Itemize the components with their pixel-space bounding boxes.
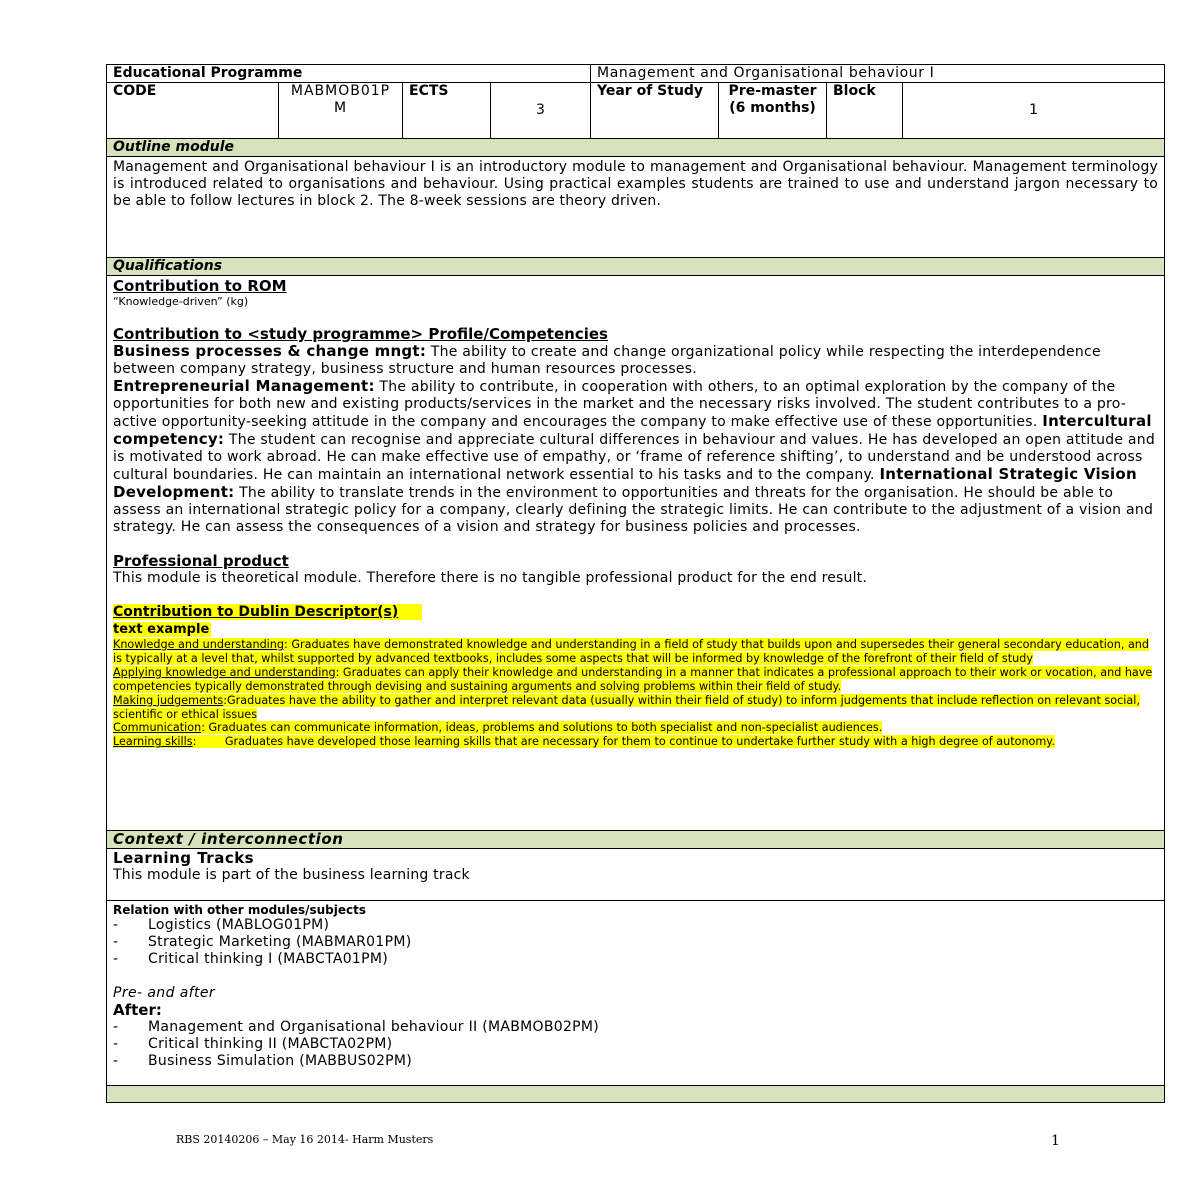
block-value: 1 <box>903 83 1165 139</box>
learning-tracks-cell <box>107 849 1165 901</box>
after-item: - Critical thinking II (MABCTA02PM) <box>113 1036 393 1052</box>
code-label: CODE <box>107 83 279 139</box>
ic-text: The student can recognise and appreciate cultural differences in behaviour and values. He has developed an open attitude and is motivated to work abroad. He can make effective use of empathy, or ‘frame of reference shifting’, to understand and be understood across cultural boundaries. He can maintain an international network essential to his tasks and to the company. <box>113 432 1156 483</box>
module-table <box>106 64 1165 1103</box>
rom-heading: Contribution to ROM <box>113 277 287 295</box>
page-number: 1 <box>1051 1133 1060 1149</box>
relation-heading: Relation with other modules/subjects <box>113 903 366 917</box>
dublin-subheading: text example <box>113 622 210 637</box>
context-heading: Context / interconnection <box>107 831 1165 849</box>
dublin-item: Communication: Graduates can communicate information, ideas, problems and solutions to both specialist and non-specialist audiences. <box>113 721 883 735</box>
after-item: - Business Simulation (MABBUS02PM) <box>113 1053 413 1069</box>
dublin-item: Learning skills: Graduates have developed those learning skills that are necessary for them to continue to undertake further study with a high degree of autonomy. <box>113 735 1055 749</box>
tracks-heading: Learning Tracks <box>113 849 255 867</box>
footer-text: RBS 20140206 – May 16 2014- Harm Musters <box>176 1133 434 1146</box>
dublin-item: Applying knowledge and understanding: Graduates can apply their knowledge and understanding in a manner that indicates a professional approach to their work or vocation, and have competencies typically demonstrated through devising and sustaining arguments and solving problems within their field of study. <box>113 665 1153 693</box>
programme-label: Educational Programme <box>107 65 591 83</box>
bp-label: Business processes & change mngt: <box>113 342 427 360</box>
relation-item: - Critical thinking I (MABCTA01PM) <box>113 951 389 967</box>
bp-text: The ability to create and change organizational policy while respecting the interdependence between company strategy, business structure and human resources processes. <box>113 344 1101 377</box>
product-heading: Professional product <box>113 552 289 570</box>
programme-value: Management and Organisational behaviour I <box>591 65 1165 83</box>
competencies-text <box>113 343 1158 536</box>
ects-value: 3 <box>491 83 591 139</box>
qualifications-heading: Qualifications <box>107 258 1165 276</box>
relation-item: - Strategic Marketing (MABMAR01PM) <box>113 934 412 950</box>
dublin-item: Knowledge and understanding: Graduates have demonstrated knowledge and understanding in a field of study that builds upon and supersedes their general secondary education, and is typically at a level that, whilst supported by advanced textbooks, includes some aspects that will be informed by knowledge of the forefront of their field of study <box>113 638 1149 665</box>
outline-heading: Outline module <box>107 139 1165 157</box>
product-text: This module is theoretical module. Therefore there is no tangible professional product for the end result. <box>113 570 868 586</box>
year-value: Pre-master (6 months) <box>719 83 827 139</box>
tracks-text: This module is part of the business learning track <box>113 867 470 883</box>
code-value: MABMOB01PM <box>279 83 403 139</box>
isv-label: International Strategic Vision Development: <box>113 465 1137 501</box>
ects-label: ECTS <box>403 83 491 139</box>
qualifications-body <box>107 276 1165 831</box>
em-text: The ability to contribute, in cooperation with others, to an optimal exploration by the company of the opportunities for both new and existing products/services in the market and the necessary risks involved. The student contributes to a pro-active opportunity-seeking attitude in the company and encourages the company to make effective use of these opportunities. <box>113 379 1127 430</box>
dublin-item: Making judgements:Graduates have the ability to gather and interpret relevant data (usually within their field of study) to inform judgements that include reflection on relevant social, scientific or ethical issues <box>113 693 1140 721</box>
block-label: Block <box>827 83 903 139</box>
em-label: Entrepreneurial Management: <box>113 377 375 395</box>
after-heading: After: <box>113 1001 162 1019</box>
isv-text: The ability to translate trends in the environment to opportunities and threats for the organisation. He should be able to assess an international strategic policy for a company, clearly defining the strategic limits. He can contribute to the adjustment of a vision and strategy. He can assess the consequences of a vision and strategy for business policies and processes. <box>113 485 1154 535</box>
year-label: Year of Study <box>591 83 719 139</box>
outline-text: Management and Organisational behaviour I is an introductory module to management and Organisational behaviour. Management terminology is introduced related to organisations and behaviour. Using practical examples students are trained to use and understand jargon necessary to be able to follow lectures in block 2. The 8-week sessions are theory driven. <box>107 157 1165 258</box>
module-description-page <box>106 64 1164 1103</box>
relation-item: - Logistics (MABLOG01PM) <box>113 917 330 933</box>
rom-text: “Knowledge-driven” (kg) <box>113 295 249 308</box>
dublin-heading: Contribution to Dublin Descriptor(s) <box>113 604 422 620</box>
profile-heading: Contribution to <study programme> Profile/Competencies <box>113 325 608 343</box>
relations-cell <box>107 901 1165 1086</box>
ic-label: Intercultural competency: <box>113 412 1152 448</box>
pre-after-label: Pre- and after <box>113 985 216 1001</box>
footer-band <box>107 1086 1165 1103</box>
after-item: - Management and Organisational behaviour II (MABMOB02PM) <box>113 1019 600 1035</box>
dublin-descriptors <box>113 638 1158 749</box>
